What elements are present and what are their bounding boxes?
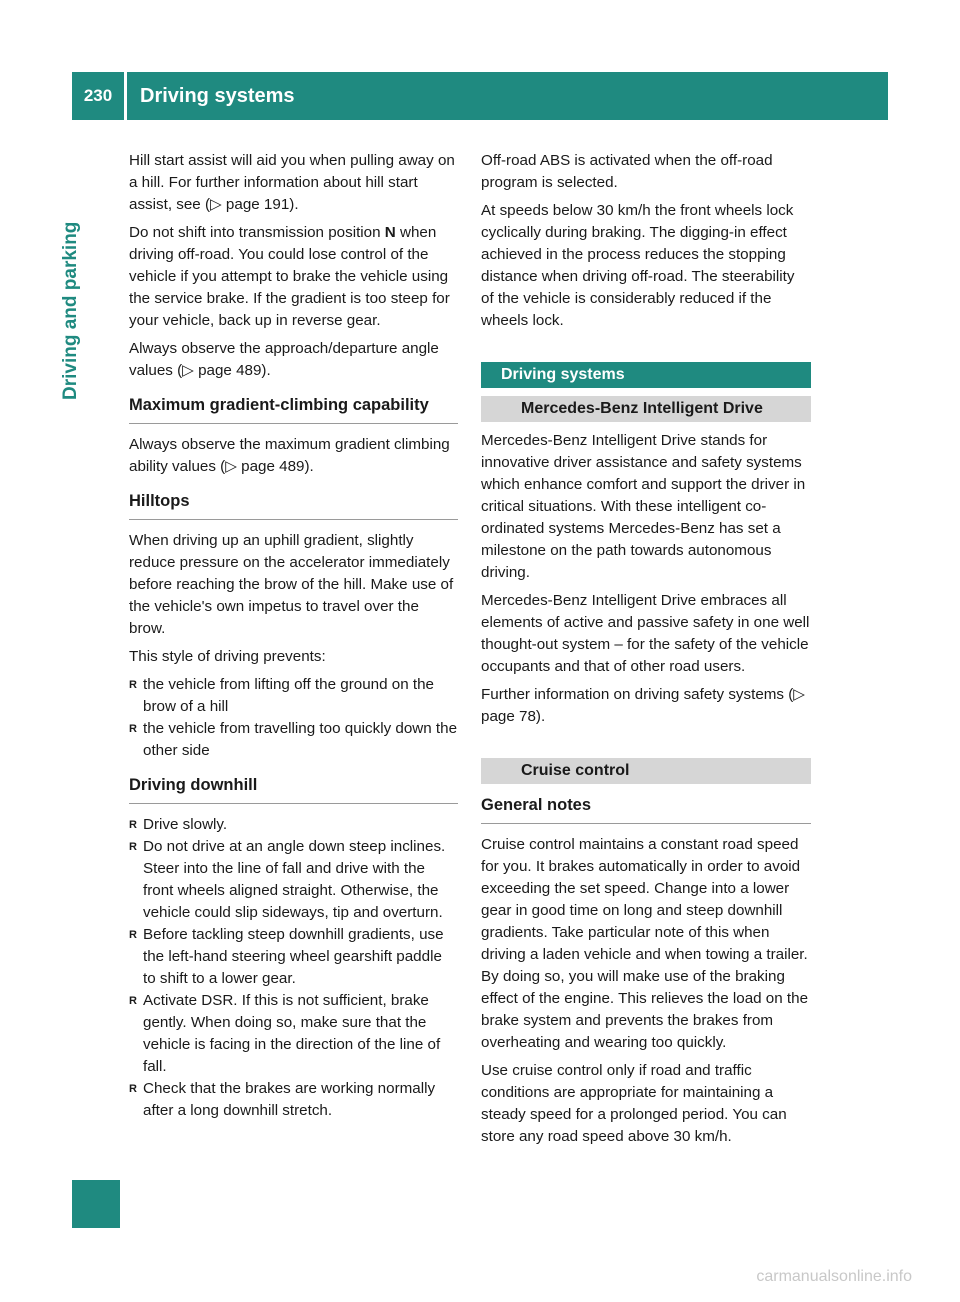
page-title: Driving systems — [140, 84, 295, 107]
list-item: R the vehicle from travelling too quickly down the other side — [129, 718, 458, 762]
header-divider — [124, 72, 127, 120]
list-item: R Drive slowly. — [129, 814, 458, 836]
heading-general-notes: General notes — [481, 794, 811, 824]
paragraph: Mercedes-Benz Intelligent Drive stands for innovative driver assistance and safety systems which enhance comfort and support the driver in critical situations. With these intelligent co-ordinated systems Mercedes-Benz has set a milestone on the path towards autonomous driving. — [481, 432, 806, 581]
page-number: 230 — [83, 86, 113, 105]
paragraph: Always observe the maximum gradient climbing ability values (▷ page 489). — [129, 436, 450, 475]
section-band-driving-systems: Driving systems — [481, 362, 811, 388]
heading-max-gradient: Maximum gradient-climbing capability — [129, 394, 458, 424]
text: when driving off-road. You could lose control of the vehicle if you attempt to brake the vehicle using the service brake. If the gradient is too steep for your vehicle, back up in reverse gear. — [129, 224, 450, 329]
paragraph: At speeds below 30 km/h the front wheels lock cyclically during braking. The digging-in effect achieved in the process reduces the stopping distance when driving off-road. The steerability of the vehicle is considerably reduced if the wheels lock. — [481, 202, 795, 329]
paragraph: Hill start assist will aid you when pulling away on a hill. For further information about hill start assist, see (▷ page 191). — [129, 152, 455, 213]
heading-driving-downhill: Driving downhill — [129, 774, 458, 804]
watermark: carmanualsonline.info — [756, 1268, 912, 1285]
paragraph: Use cruise control only if road and traffic conditions are appropriate for maintaining a steady speed for a prolonged period. You can store any road speed above 30 km/h. — [481, 1062, 787, 1145]
subsection-band-cruise-control: Cruise control — [481, 758, 811, 784]
paragraph: Further information on driving safety systems (▷ page 78). — [481, 686, 805, 725]
list-item: R the vehicle from lifting off the ground on the brow of a hill — [129, 674, 458, 718]
side-tab-label: Driving and parking — [60, 221, 81, 400]
subsection-band-intelligent-drive: Mercedes-Benz Intelligent Drive — [481, 396, 811, 422]
paragraph: When driving up an uphill gradient, slightly reduce pressure on the accelerator immediately before reaching the brow of the hill. Make use of the vehicle's own impetus to travel over the brow. — [129, 532, 454, 637]
list-item: R Before tackling steep downhill gradients, use the left-hand steering wheel gearshift paddle to shift to a lower gear. — [129, 924, 458, 990]
paragraph: Cruise control maintains a constant road speed for you. It brakes automatically in order to avoid exceeding the set speed. Change into a lower gear in good time on long and steep downhill gradients. Take particular note of this when driving a laden vehicle and when towing a trailer. By doing so, you will make use of the braking effect of the engine. This relieves the load on the brake system and prevents the brakes from overheating and wearing too quickly. — [481, 836, 809, 1051]
right-column — [481, 150, 811, 1148]
position-n: N — [384, 224, 396, 241]
paragraph: Mercedes-Benz Intelligent Drive embraces all elements of active and passive safety in one well thought-out system – for the safety of the vehicle occupants and that of other road users. — [481, 592, 810, 675]
left-column — [129, 150, 458, 1122]
paragraph: This style of driving prevents: — [129, 648, 326, 665]
text: Do not shift into transmission position — [129, 224, 385, 241]
paragraph: Off-road ABS is activated when the off-road program is selected. — [481, 152, 773, 191]
list-item: R Activate DSR. If this is not sufficient, brake gently. When doing so, make sure that the vehicle is facing in the direction of the line of fall. — [129, 990, 458, 1078]
list-item: R Check that the brakes are working normally after a long downhill stretch. — [129, 1078, 458, 1122]
hilltop-list — [129, 674, 458, 762]
heading-hilltops: Hilltops — [129, 490, 458, 520]
downhill-list — [129, 814, 458, 1122]
paragraph: Always observe the approach/departure angle values (▷ page 489). — [129, 340, 439, 379]
side-tab-block — [72, 1180, 120, 1228]
list-item: R Do not drive at an angle down steep inclines. Steer into the line of fall and drive with the front wheels aligned straight. Otherwise, the vehicle could slip sideways, tip and overturn. — [129, 836, 458, 924]
paragraph — [129, 222, 458, 332]
